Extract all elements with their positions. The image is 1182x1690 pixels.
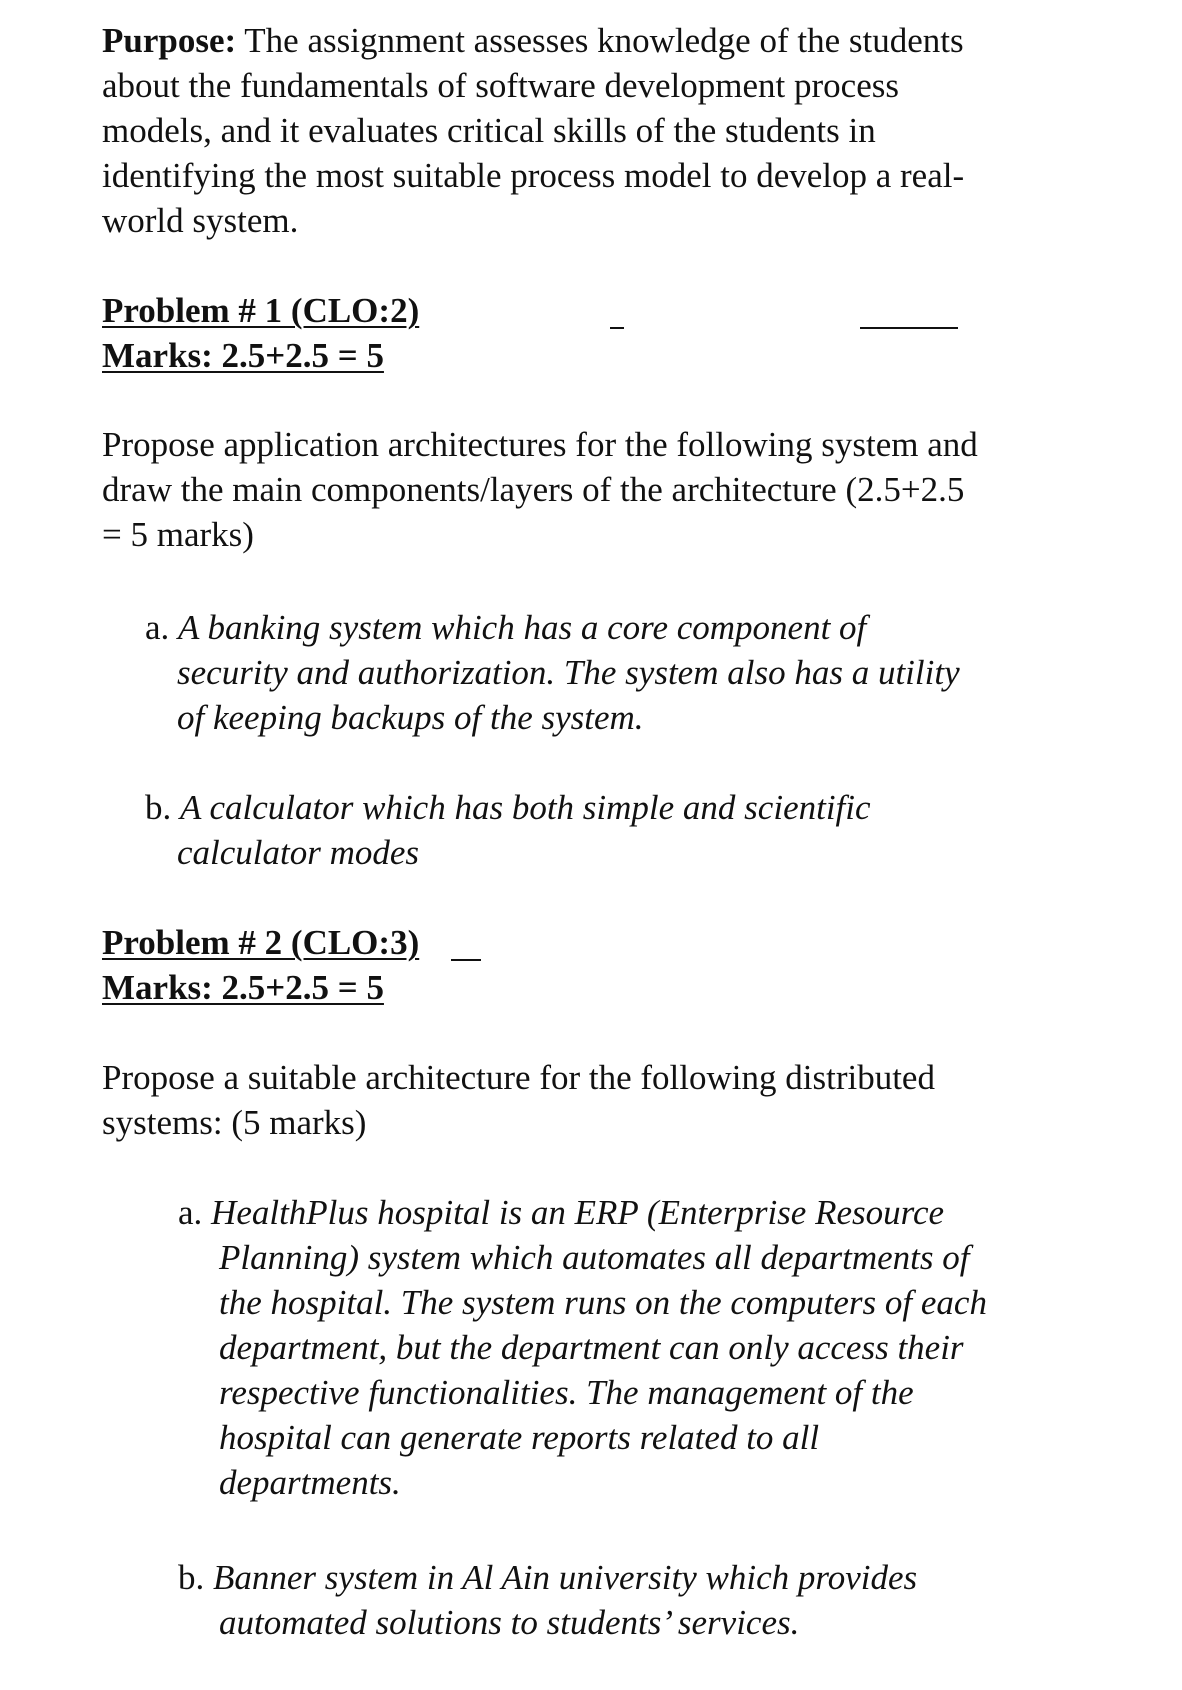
problem1-title — [102, 288, 419, 333]
item-marker: b. — [145, 788, 172, 827]
item-text: security and authorization. The system also has a utility — [177, 653, 960, 692]
purpose-line-1 — [102, 18, 1092, 63]
problem2-intro-line-2: systems: (5 marks) — [102, 1103, 367, 1142]
item-marker: b. — [178, 1558, 205, 1597]
item-text: A calculator which has both simple and scientific — [180, 788, 871, 827]
problem1-title-text: Problem # 1 (CLO:2) — [102, 291, 420, 330]
item-text: the hospital. The system runs on the computers of each — [219, 1283, 987, 1322]
item-text: department, but the department can only access their — [219, 1328, 964, 1367]
problem2-item-b — [178, 1555, 917, 1645]
problem2-title — [102, 920, 419, 965]
purpose-line-3: models, and it evaluates critical skills of the students in — [102, 111, 876, 150]
item-marker: a. — [178, 1193, 203, 1232]
item-text: hospital can generate reports related to all — [219, 1418, 820, 1457]
purpose-label: Purpose: — [102, 21, 237, 60]
item-text: A banking system which has a core component of — [178, 608, 867, 647]
item-text: HealthPlus hospital is an ERP (Enterprise Resource — [211, 1193, 945, 1232]
problem1-intro-line-3: = 5 marks) — [102, 515, 254, 554]
item-text: Planning) system which automates all departments of — [219, 1238, 970, 1277]
problem2-item-a — [178, 1190, 987, 1505]
blank-line — [860, 327, 958, 329]
item-text: Banner system in Al Ain university which provides — [213, 1558, 918, 1597]
item-text: respective functionalities. The management of the — [219, 1373, 914, 1412]
item-marker: a. — [145, 608, 170, 647]
blank-line — [451, 959, 481, 961]
purpose-line-5: world system. — [102, 201, 299, 240]
item-text: calculator modes — [177, 833, 420, 872]
problem2-marks — [102, 965, 384, 1010]
problem2-marks-text: Marks: 2.5+2.5 = 5 — [102, 968, 384, 1007]
problem2-title-text: Problem # 2 (CLO:3) — [102, 923, 420, 962]
problem1-marks-text: Marks: 2.5+2.5 = 5 — [102, 336, 384, 375]
problem1-item-a — [145, 605, 960, 740]
purpose-line-4: identifying the most suitable process model to develop a real- — [102, 156, 965, 195]
problem1-intro-line-1: Propose application architectures for the following system and — [102, 425, 978, 464]
problem1-item-b — [145, 785, 871, 875]
problem1-intro-line-2: draw the main components/layers of the architecture (2.5+2.5 — [102, 470, 965, 509]
problem2-intro-line-1: Propose a suitable architecture for the following distributed — [102, 1058, 935, 1097]
item-text: of keeping backups of the system. — [177, 698, 644, 737]
problem2-intro — [102, 1055, 1102, 1145]
purpose-text-1: The assignment assesses knowledge of the students — [244, 21, 964, 60]
purpose-line-2: about the fundamentals of software development process — [102, 66, 899, 105]
item-text: automated solutions to students’ services. — [219, 1603, 800, 1642]
problem1-intro — [102, 422, 1102, 557]
problem1-marks — [102, 333, 384, 378]
purpose-paragraph — [102, 18, 1092, 243]
blank-line — [610, 327, 624, 329]
item-text: departments. — [219, 1463, 401, 1502]
